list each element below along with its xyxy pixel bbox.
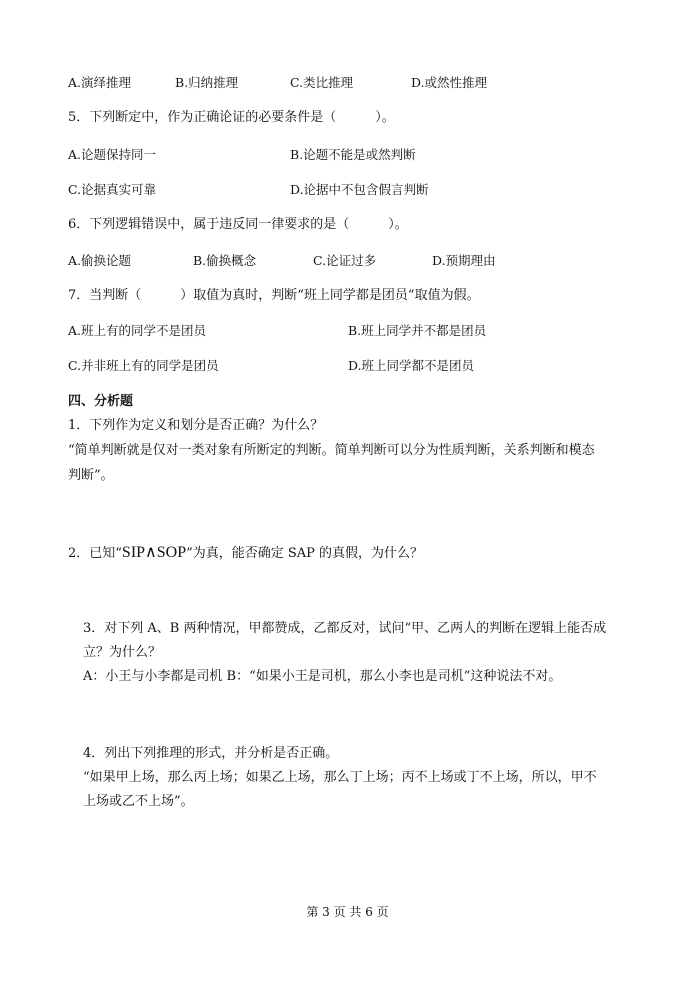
q5-stem: 5．下列断定中，作为正确论证的必要条件是（ ）。 [68,110,395,125]
q7-option-c: C.并非班上有的同学是团员 [68,358,219,373]
q4-option-d: D.或然性推理 [411,75,488,90]
q6-option-d: D.预期理由 [432,253,496,268]
analysis-q2-formula: SIP∧SOP [121,544,187,561]
analysis-q3-line3: A：小王与小李都是司机 B：“如果小王是司机，那么小李也是司机”这种说法不对。 [83,669,562,684]
q5-option-c: C.论据真实可靠 [68,182,157,197]
analysis-q3-line2: 立？为什么？ [83,645,162,660]
analysis-q1-quote-line1: “简单判断就是仅对一类对象有所断定的判断。简单判断可以分为性质判断，关系判断和模态 [68,443,595,458]
q6-option-b: B.偷换概念 [193,253,257,268]
analysis-q1-stem: 1．下列作为定义和划分是否正确？为什么？ [68,418,324,433]
q5-option-d: D.论据中不包含假言判断 [290,182,429,197]
q7-stem: 7．当判断（ ）取值为真时，判断“班上同学都是团员“取值为假。 [68,288,480,303]
q6-option-a: A.偷换论题 [68,253,132,268]
q4-option-b: B.归纳推理 [175,75,239,90]
q6-stem: 6．下列逻辑错误中，属于违反同一律要求的是（ ）。 [68,217,408,232]
q6-option-c: C.论证过多 [313,253,377,268]
q4-option-c: C.类比推理 [290,75,354,90]
section-title: 四、分析题 [68,394,134,409]
analysis-q2-prefix: 2．已知“ [68,546,122,561]
q5-option-a: A.论题保持同一 [68,147,157,162]
analysis-q4-line1: 4．列出下列推理的形式，并分析是否正确。 [83,746,339,761]
analysis-q4-line3: 上场或乙不上场”。 [83,794,194,809]
analysis-q2 [68,545,423,562]
q7-option-d: D.班上同学都不是团员 [348,358,475,373]
q5-option-b: B.论题不能是或然判断 [290,147,416,162]
q7-option-b: B.班上同学并不都是团员 [348,323,487,338]
page-footer: 第 3 页 共 6 页 [306,905,389,919]
q4-option-a: A.演绎推理 [68,75,132,90]
q7-option-a: A.班上有的同学不是团员 [68,323,207,338]
analysis-q2-suffix: ”为真，能否确定 SAP 的真假，为什么？ [186,546,424,561]
analysis-q3-line1: 3．对下列 A、B 两种情况，甲都赞成，乙都反对，试问“甲、乙两人的判断在逻辑上能否成 [83,621,607,636]
analysis-q1-quote-line2: 判断”。 [68,468,114,483]
analysis-q4-line2: “如果甲上场，那么丙上场；如果乙上场，那么丁上场；丙不上场或丁不上场，所以，甲不 [83,770,597,785]
